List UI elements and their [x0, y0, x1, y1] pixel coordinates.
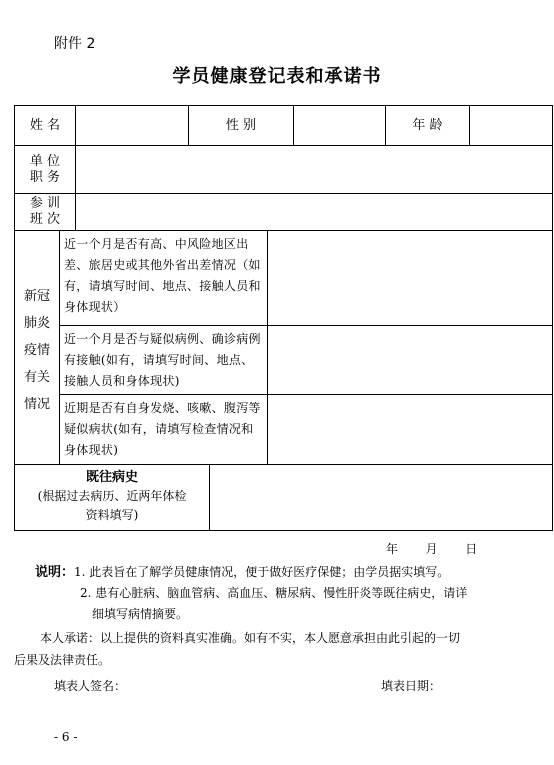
note-item-2-line-2: 细填写病情摘要。: [92, 607, 189, 621]
signer-label: 填表人签名：: [54, 679, 127, 693]
medical-history-note-1: (根据过去病历、近两年体检: [37, 489, 187, 503]
unit-label-text: 单 位: [29, 153, 61, 169]
name-label-text: 姓 名: [29, 117, 61, 133]
note-item-1: 1. 此表旨在了解学员健康情况，便于做好医疗保健；由学员据实填写。: [74, 565, 450, 579]
training-class-field[interactable]: [75, 193, 553, 231]
age-field[interactable]: [469, 105, 553, 146]
question-travel-text: 近一个月是否有高、中风险地区出差、旅居史或其他外省出差情况（如有，请填写时间、地点、接触人员和身体现状）: [64, 237, 261, 314]
covid-label-line: 新冠: [23, 288, 50, 304]
covid-label-line: 情况: [23, 396, 50, 412]
unit-position-label: [14, 145, 76, 194]
name-field[interactable]: [75, 105, 189, 146]
gender-label-text: 性 别: [225, 117, 257, 133]
page-number: - 6 -: [54, 730, 78, 744]
class-label-text-2: 班 次: [29, 212, 61, 227]
covid-label-stack: [24, 278, 50, 418]
age-label: [385, 105, 470, 146]
question-symptoms: [59, 394, 268, 465]
notes-label-row: [35, 562, 449, 583]
class-label-text-1: 参 训: [29, 196, 61, 211]
medical-history-title: 既往病史: [85, 470, 138, 485]
pledge-line-1: 本人承诺：以上提供的资料真实准确。如有不实，本人愿意承担由此引起的一切: [40, 631, 461, 645]
covid-label-line: 有关: [23, 369, 50, 385]
medical-history-note-2: 资料填写): [85, 508, 139, 522]
question-symptoms-text: 近期是否有自身发烧、咳嗽、腹泻等疑似病状(如有，请填写检查情况和身体现状): [64, 401, 261, 457]
question-travel-history: [59, 230, 268, 326]
gender-field[interactable]: [293, 105, 386, 146]
age-label-text: 年 龄: [412, 117, 443, 133]
notes-label: 说明：: [35, 565, 75, 580]
form-title: 学员健康登记表和承诺书: [172, 66, 382, 87]
training-class-label: [14, 193, 76, 231]
gender-label: [188, 105, 294, 146]
medical-history-label: [14, 464, 210, 531]
position-label-text: 职 务: [29, 169, 61, 185]
covid-label-line: 疫情: [23, 342, 50, 358]
covid-label-line: 肺炎: [23, 315, 50, 331]
fill-date-label: 填表日期：: [381, 679, 442, 693]
note-item-2-line-1: 2. 患有心脏病、脑血管病、高血压、糖尿病、慢性肝炎等既往病史，请详: [80, 586, 468, 600]
answer-travel-history[interactable]: [267, 230, 553, 326]
answer-symptoms[interactable]: [267, 394, 553, 465]
question-contact-history: [59, 325, 268, 395]
pledge-line-2: 后果及法律责任。: [14, 653, 111, 667]
medical-history-field[interactable]: [209, 464, 553, 531]
covid-section-label: [14, 230, 60, 465]
registration-form: [14, 105, 553, 531]
unit-position-field[interactable]: [75, 145, 553, 194]
question-contact-text: 近一个月是否与疑似病例、确诊病例有接触(如有，请填写时间、地点、接触人员和身体现状): [64, 332, 261, 388]
date-line: 年 月 日: [386, 542, 478, 556]
attachment-label: 附件 2: [54, 36, 96, 52]
name-label: [14, 105, 76, 146]
answer-contact-history[interactable]: [267, 325, 553, 395]
